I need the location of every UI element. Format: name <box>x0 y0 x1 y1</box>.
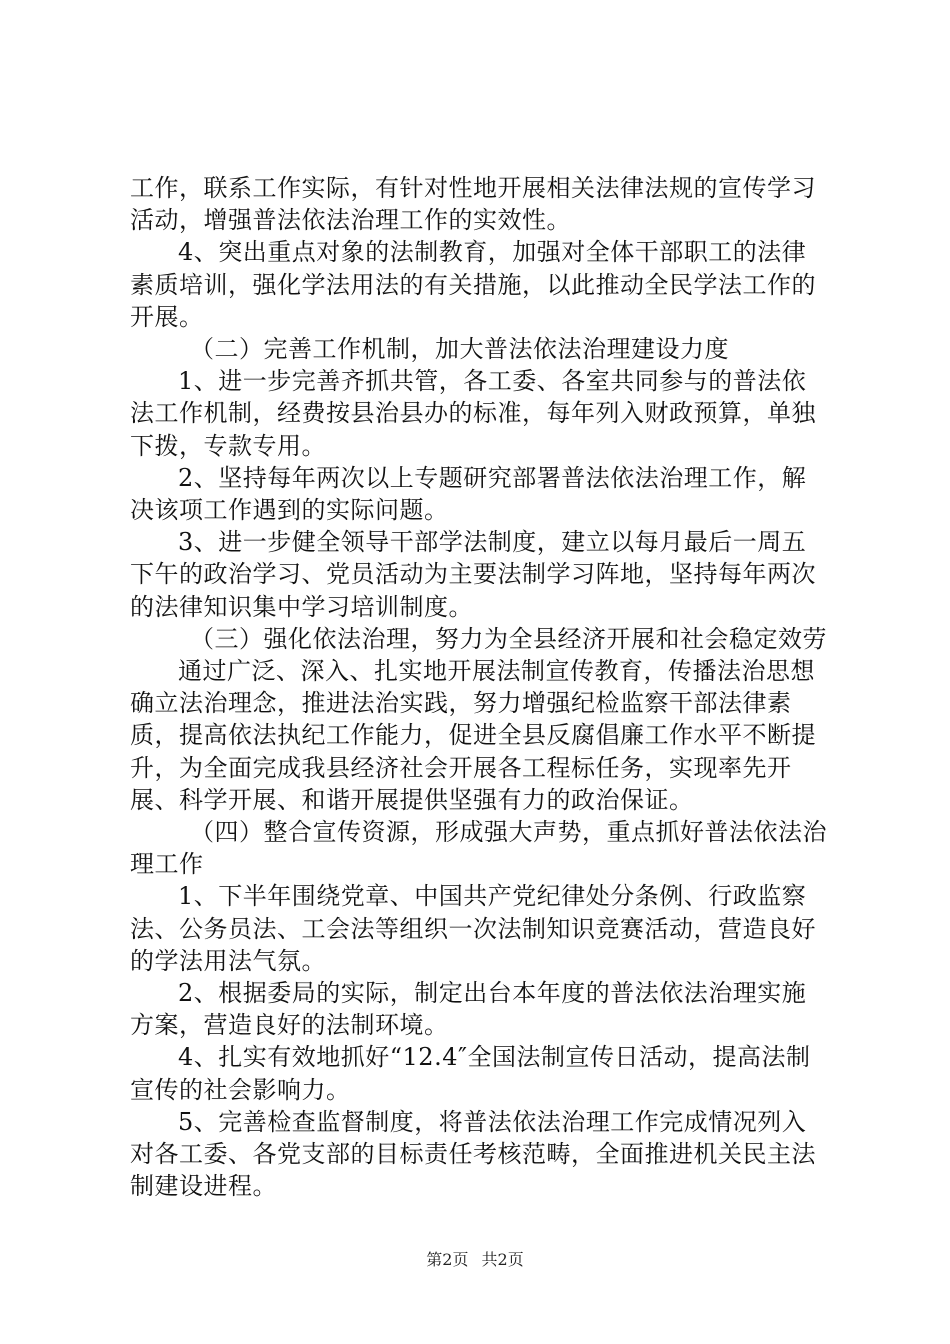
document-body <box>130 172 830 1203</box>
paragraph: 工作，联系工作实际，有针对性地开展相关法律法规的宣传学习活动，增强普法依法治理工作的实效性。 <box>130 174 816 235</box>
section-heading: （二）完善工作机制，加大普法依法治理建设力度 <box>190 335 729 364</box>
section-heading: （四）整合宣传资源，形成强大声势，重点抓好普法依法治理工作 <box>130 818 827 879</box>
paragraph: 4、突出重点对象的法制教育，加强对全体干部职工的法律素质培训，强化学法用法的有关措施，以此推动全民学法工作的开展。 <box>130 238 816 331</box>
paragraph: 3、进一步健全领导干部学法制度，建立以每月最后一周五下午的政治学习、党员活动为主要法制学习阵地，坚持每年两次的法律知识集中学习培训制度。 <box>130 528 816 621</box>
paragraph: 通过广泛、深入、扎实地开展法制宣传教育，传播法治思想确立法治理念，推进法治实践，努力增强纪检监察干部法律素质，提高依法执纪工作能力，促进全县反腐倡廉工作水平不断提升，为全面完成我县经济社会开展各工程标任务，实现率先开展、科学开展、和谐开展提供坚强有力的政治保证。 <box>130 657 816 814</box>
paragraph: 5、完善检查监督制度，将普法依法治理工作完成情况列入对各工委、各党支部的目标责任考核范畴，全面推进机关民主法制建设进程。 <box>130 1107 816 1201</box>
paragraph: 2、坚持每年两次以上专题研究部署普法依法治理工作，解决该项工作遇到的实际问题。 <box>130 463 807 525</box>
page-total: 共2页 <box>481 1250 524 1269</box>
paragraph: 4、扎实有效地抓好“12.4″全国法制宣传日活动，提高法制宣传的社会影响力。 <box>130 1043 811 1104</box>
paragraph: 2、根据委局的实际，制定出台本年度的普法依法治理实施方案，营造良好的法制环境。 <box>130 979 807 1040</box>
section-heading: （三）强化依法治理，努力为全县经济开展和社会稳定效劳 <box>190 624 827 653</box>
page-footer <box>0 1247 950 1270</box>
paragraph: 1、进一步完善齐抓共管，各工委、各室共同参与的普法依法工作机制，经费按县治县办的标准，每年列入财政预算，单独下拨，专款专用。 <box>130 367 816 460</box>
page-number: 第2页 <box>426 1250 469 1269</box>
paragraph: 1、下半年围绕党章、中国共产党纪律处分条例、行政监察法、公务员法、工会法等组织一次法制知识竞赛活动，营造良好的学法用法气氛。 <box>130 882 816 975</box>
